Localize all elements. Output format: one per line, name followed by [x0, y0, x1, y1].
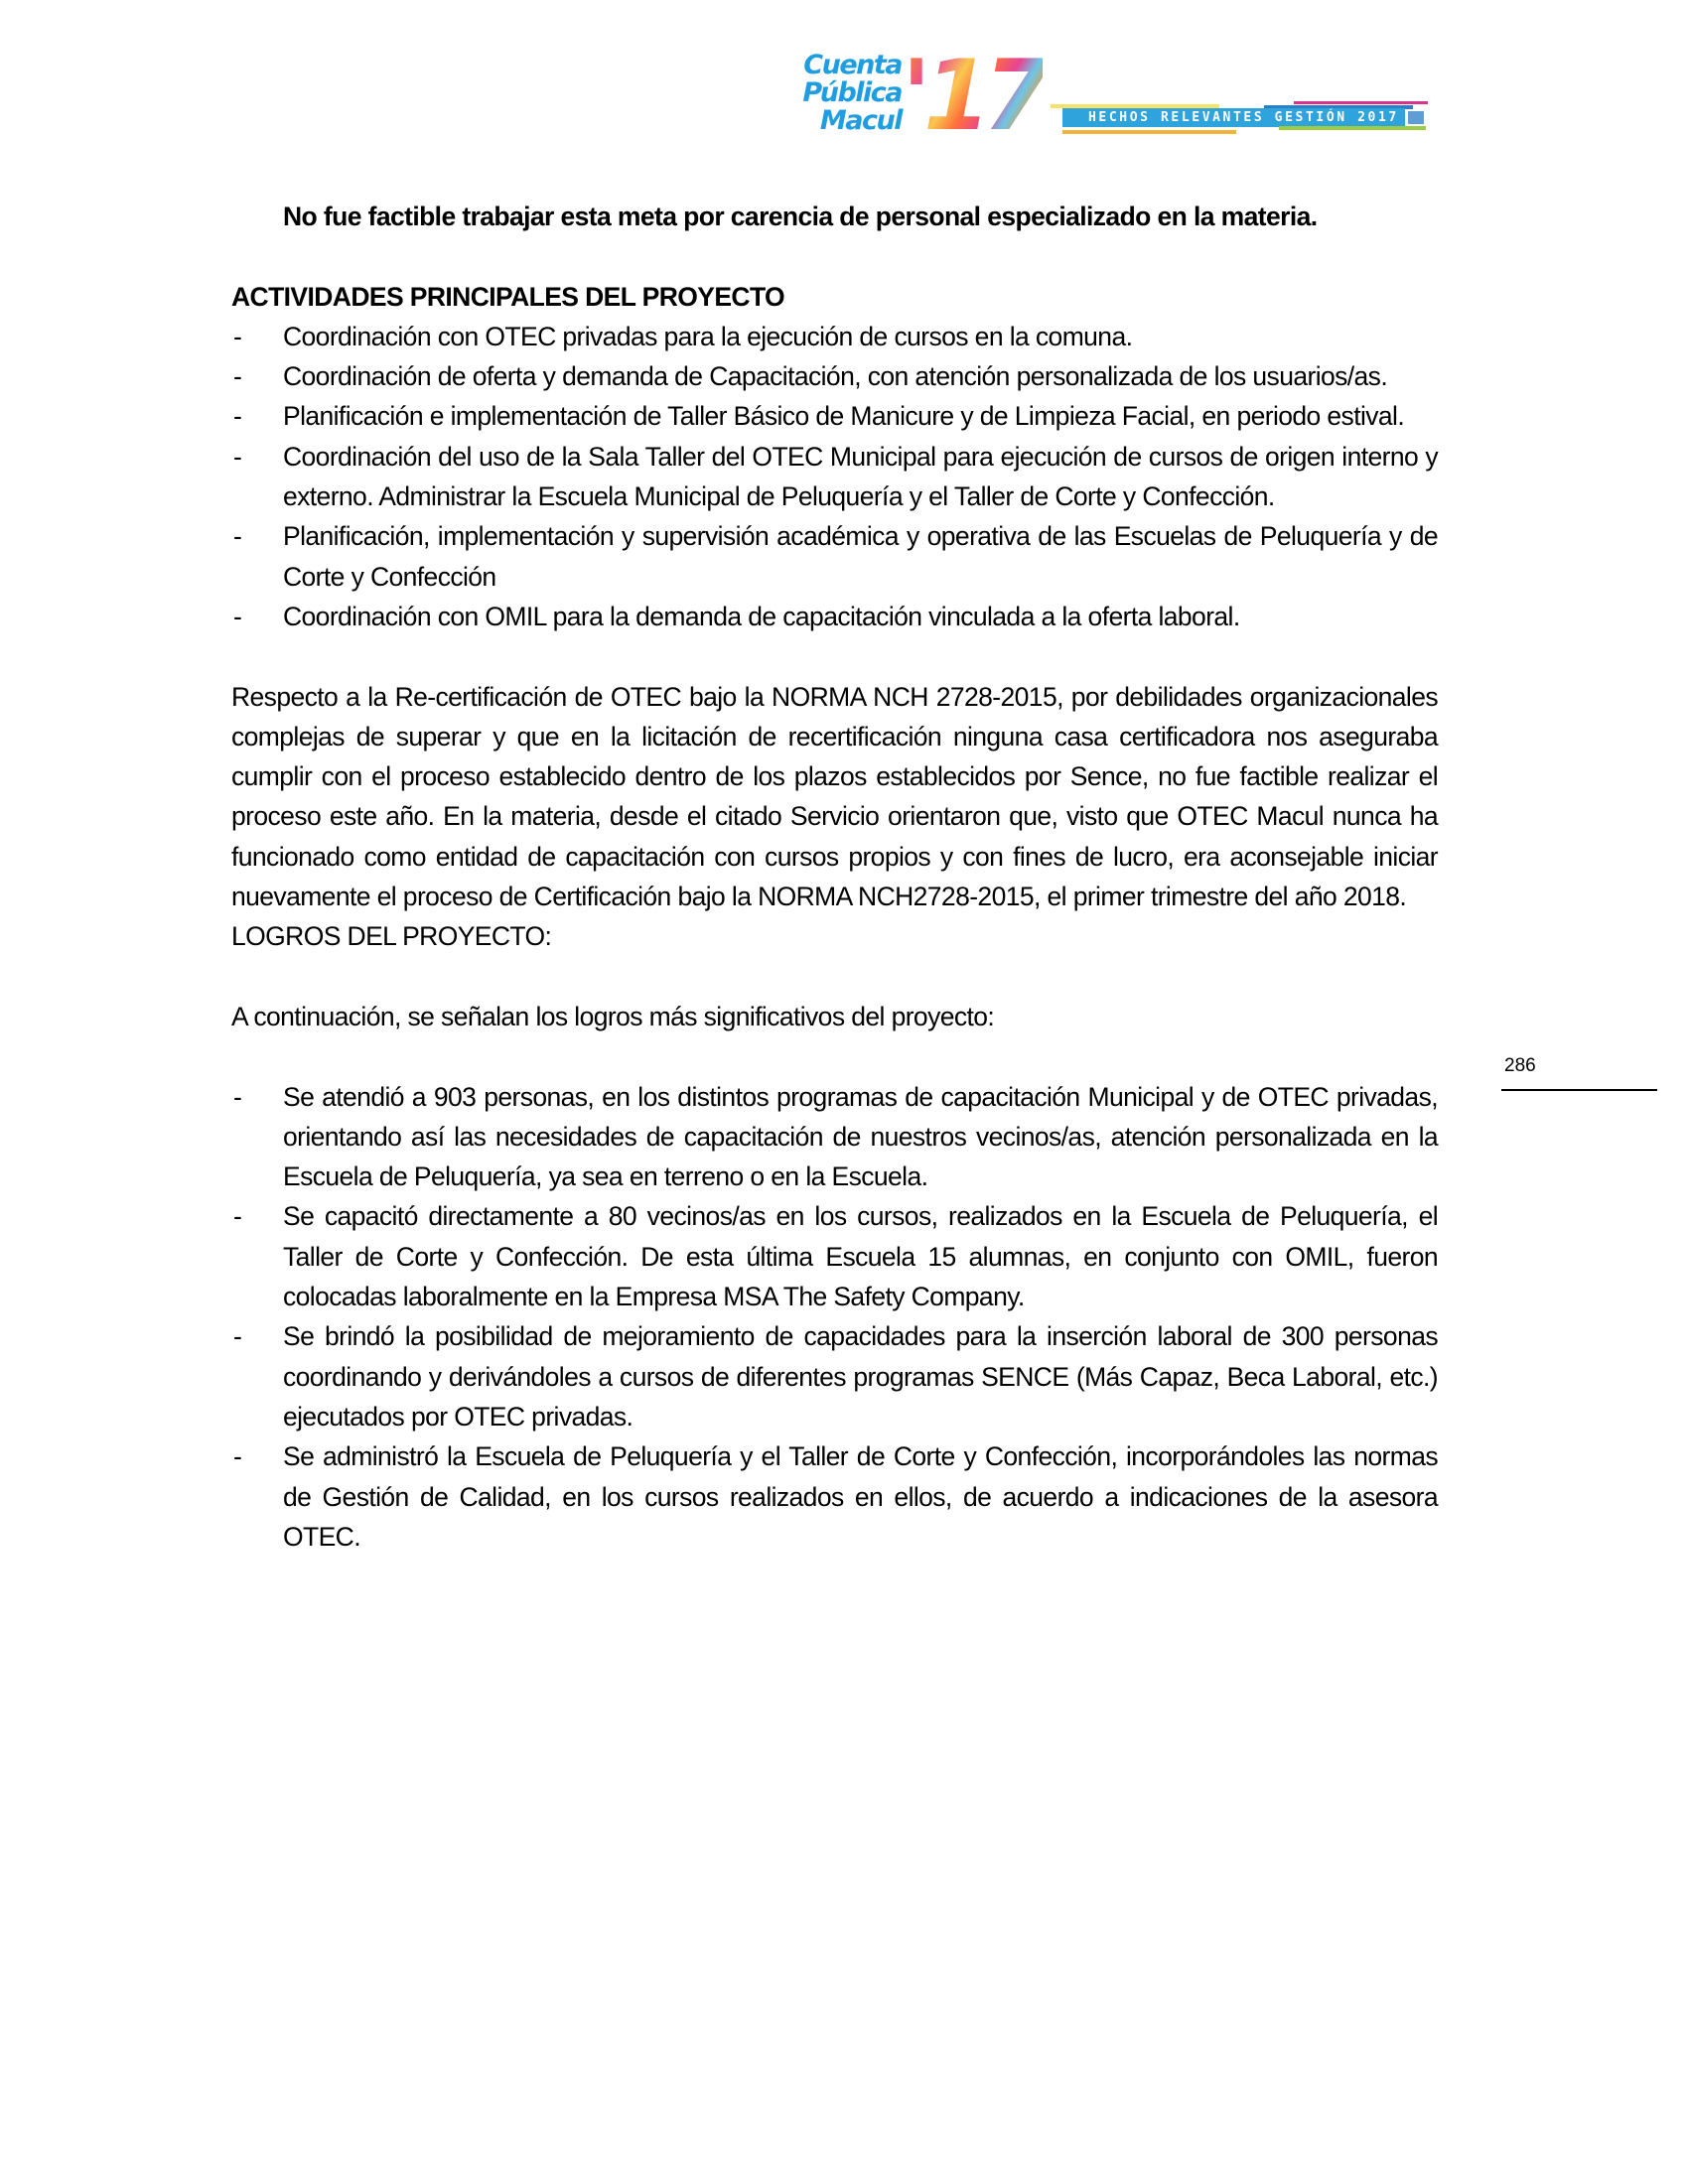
spacer: [231, 236, 1438, 276]
bullet-dash: -: [233, 401, 242, 432]
activity-item: [231, 597, 1438, 636]
activity-item: [231, 356, 1438, 396]
achievement-item: [231, 1436, 1438, 1557]
activity-text: Planificación, implementación y supervisión académica y operativa de las Escuelas de Peluquería y de Corte y Confección: [283, 521, 1438, 592]
bullet-dash: -: [233, 521, 242, 552]
achievement-item: [231, 1316, 1438, 1436]
achievements-list: [231, 1077, 1438, 1558]
activity-item: [231, 317, 1438, 356]
spacer: [231, 1036, 1438, 1076]
banner-stripe-orange: [1062, 130, 1236, 134]
bullet-dash: -: [233, 1081, 242, 1112]
activity-text: Coordinación de oferta y demanda de Capacitación, con atención personalizada de los usuarios/as.: [283, 361, 1388, 392]
activity-text: Planificación e implementación de Taller Básico de Manicure y de Limpieza Facial, en periodo estival.: [283, 401, 1405, 432]
logo-year-mark: '17: [902, 40, 1044, 153]
banner-stripe-magenta: [1294, 101, 1428, 104]
spacer: [231, 636, 1438, 676]
activities-list: [231, 317, 1438, 636]
achievement-item: [231, 1077, 1438, 1197]
bullet-dash: -: [233, 1321, 242, 1352]
activity-text: Coordinación con OMIL para la demanda de capacitación vinculada a la oferta laboral.: [283, 601, 1240, 631]
bullet-dash: -: [233, 601, 242, 631]
page-number-rule: [1501, 1089, 1657, 1091]
bullet-dash: -: [233, 1201, 242, 1232]
spacer: [231, 957, 1438, 997]
achievement-text: Se atendió a 903 personas, en los distintos programas de capacitación Municipal y de OTEC privadas, orientando así las necesidades de capacitación de nuestros vecinos/as, atención personalizada en la Escuela de Peluquería, ya sea en terreno o en la Escuela.: [283, 1081, 1438, 1192]
achievement-text: Se brindó la posibilidad de mejoramiento de capacidades para la inserción laboral de 300 personas coordinando y derivándoles a cursos de diferentes programas SENCE (Más Capaz, Beca Laboral, etc.) ejecutados por OTEC privadas.: [283, 1321, 1438, 1432]
logo-line-1: Cuenta: [803, 50, 902, 80]
logo-line-3: Macul: [819, 105, 902, 136]
logo-line-2: Pública: [802, 77, 902, 108]
activity-text: Coordinación con OTEC privadas para la ejecución de cursos en la comuna.: [283, 321, 1133, 351]
activity-item: [231, 516, 1438, 597]
activity-item: [231, 437, 1438, 517]
achievements-intro: A continuación, se señalan los logros más significativos del proyecto:: [231, 1001, 995, 1031]
banner-stripe-green: [1279, 126, 1426, 130]
activity-item: [231, 396, 1438, 436]
intro-bold-paragraph: No fue factible trabajar esta meta por carencia de personal especializado en la materia.: [283, 202, 1318, 231]
achievement-item: [231, 1196, 1438, 1316]
activity-text: Coordinación del uso de la Sala Taller del OTEC Municipal para ejecución de cursos de origen interno y externo. Administrar la Escuela Municipal de Peluquería y el Taller de Corte y Confección.: [283, 441, 1438, 512]
achievement-text: Se capacitó directamente a 80 vecinos/as en los cursos, realizados en la Escuela de Peluquería, el Taller de Corte y Confección. De esta última Escuela 15 alumnas, en conjunto con OMIL, fueron colocadas laboralmente en la Empresa MSA The Safety Company.: [283, 1201, 1438, 1312]
recertification-paragraph: Respecto a la Re-certificación de OTEC bajo la NORMA NCH 2728-2015, por debilidades organizacionales complejas de superar y que en la licitación de recertificación ninguna casa certificadora nos aseguraba cumplir con el proceso establecido dentro de los plazos establecidos por Sence, no fue factible realizar el proceso este año. En la materia, desde el citado Servicio orientaron que, visto que OTEC Macul nunca ha funcionado como entidad de capacitación con cursos propios y con fines de lucro, era aconsejable iniciar nuevamente el proceso de Certificación bajo la NORMA NCH2728-2015, el primer trimestre del año 2018.: [231, 681, 1438, 912]
cuenta-publica-logo: [774, 40, 1044, 153]
bullet-dash: -: [233, 321, 242, 351]
document-body: [231, 197, 1438, 1557]
bullet-dash: -: [233, 441, 242, 472]
page-number: 286: [1504, 1055, 1536, 1076]
bullet-dash: -: [233, 1441, 242, 1472]
activities-heading: ACTIVIDADES PRINCIPALES DEL PROYECTO: [231, 281, 785, 312]
banner-stripe-tail: [1408, 111, 1424, 124]
achievement-text: Se administró la Escuela de Peluquería y el Taller de Corte y Confección, incorporándoles las normas de Gestión de Calidad, en los cursos realizados en ellos, de acuerdo a indicaciones de la asesora OTEC.: [283, 1441, 1438, 1552]
banner-title: HECHOS RELEVANTES GESTIÓN 2017: [1062, 108, 1405, 127]
header-banner: [1051, 99, 1430, 139]
logo-wordmark: [774, 52, 902, 135]
achievements-heading: LOGROS DEL PROYECTO:: [231, 921, 552, 952]
bullet-dash: -: [233, 361, 242, 392]
